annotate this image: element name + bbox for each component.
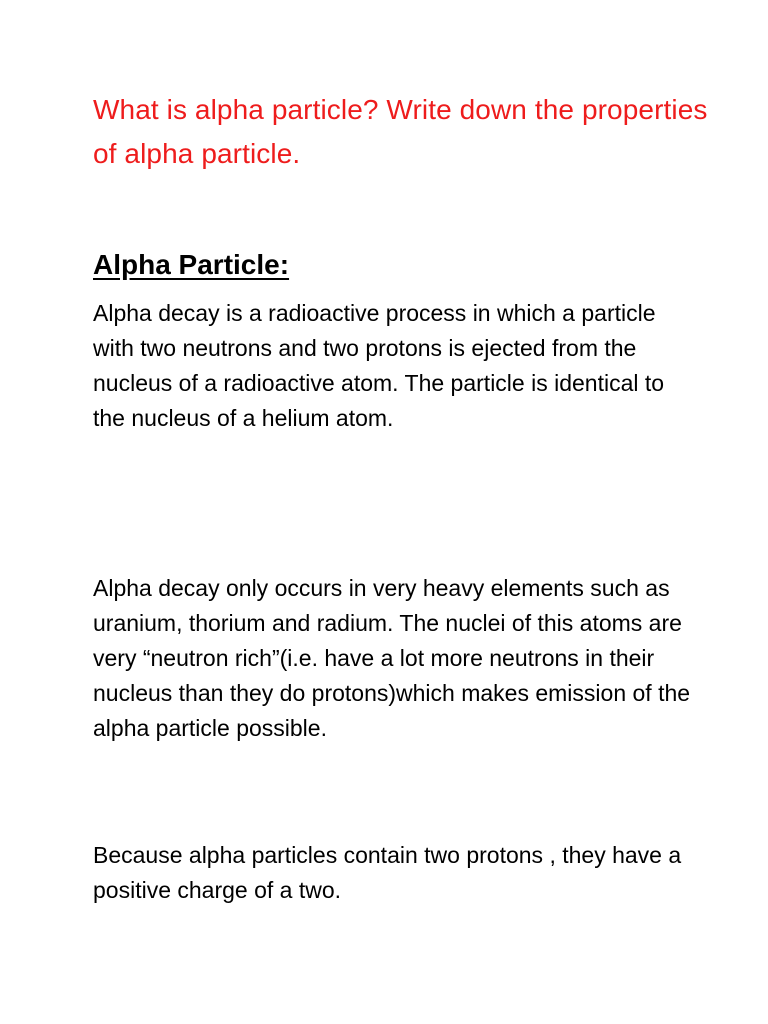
paragraph-definition: Alpha decay is a radioactive process in which a particle with two neutrons and two protons is ejected from the nucleus of a radioactive atom. The particle is identical to the nucleus of a helium atom. [93,300,665,431]
section-heading-alpha-particle: Alpha Particle: [93,249,290,280]
paragraph-occurrence: Alpha decay only occurs in very heavy elements such as uranium, thorium and radium. The nuclei of this atoms are very “neutron rich”(i.e. have a lot more neutrons in their nucleus than they do protons)which makes emission of the alpha particle possible. [93,575,691,741]
question-title: What is alpha particle? Write down the properties of alpha particle. [93,94,708,169]
paragraph-charge: Because alpha particles contain two protons , they have a positive charge of a two. [93,842,682,903]
